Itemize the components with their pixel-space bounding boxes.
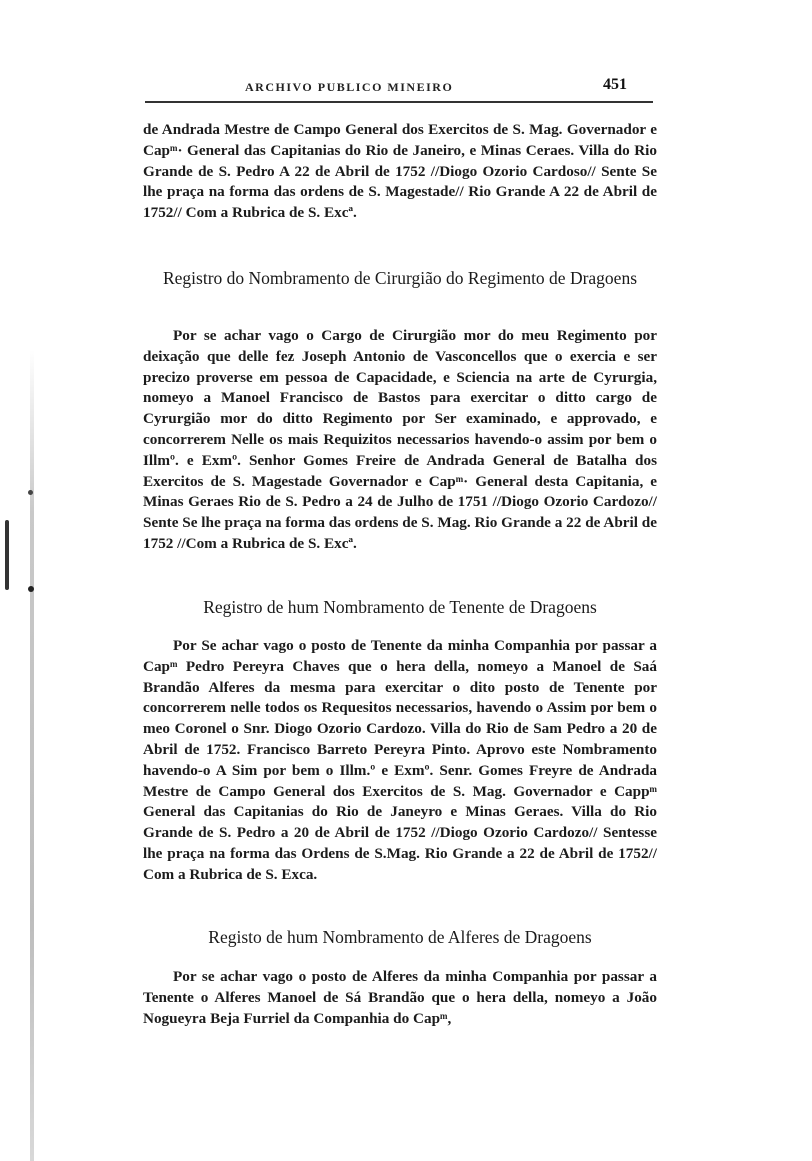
section-heading-tenente: Registro de hum Nombramento de Tenente de Dragoens [203,597,597,617]
header-rule [145,101,653,103]
margin-dot [28,490,33,495]
running-header-title: ARCHIVO PUBLICO MINEIRO [245,80,454,94]
page-number: 451 [603,76,627,93]
continued-paragraph: de Andrada Mestre de Campo General dos Exercitos de S. Mag. Governador e Capᵐ· General das Capitanias do Rio de Janeiro, e Minas Ceraes. Villa do Rio Grande de S. Pedro A 22 de Abril de 1752 //Diogo Ozorio Cardoso// Sente Se lhe praça na forma das ordens de S. Magestade// Rio Grande A 22 de Abril de 1752// Com a Rubrica de S. Excª. [143,121,657,222]
paragraph-alferes: Por se achar vago o posto de Alferes da minha Companhia por passar a Tenente o Alferes Manoel de Sá Brandão que o hera della, nomeyo a João Nogueyra Beja Furriel da Companhia do Capᵐ, [143,968,657,1027]
paragraph-cirurgiao: Por se achar vago o Cargo de Cirurgião mor do meu Regimento por deixação que delle fez Joseph Antonio de Vasconcellos que o exercia e ser precizo proverse em pessoa de Capacidade, e Sciencia na arte de Cyrurgia, nomeyo a Manoel Francisco de Bastos para exercitar o ditto cargo de Cyrurgião mor do ditto Regimento por Ser examinado, e approvado, e concorrerem Nelle os mais Requizitos necessarios havendo-o assim por bem o Illmº. e Exmº. Senhor Gomes Freire de Andrada General de Batalha dos Exercitos de S. Magestade Governador e Capᵐ· General desta Capitania, e Minas Geraes Rio de S. Pedro a 24 de Julho de 1751 //Diogo Ozorio Cardozo// Sente Se lhe praça na forma das ordens de S. Mag. Rio Grande a 22 de Abril de 1752 //Com a Rubrica de S. Excª. [143,327,657,552]
page-binding-edge [30,350,34,1161]
paragraph-tenente: Por Se achar vago o posto de Tenente da minha Companhia por passar a Capᵐ Pedro Pereyra Chaves que o hera della, nomeyo a Manoel de Saá Brandão Alferes da mesma para exercitar o dito posto de Tenente por concorrerem nelle todos os Requesitos necessarios, havendo o Assim por bem o meo Coronel o Snr. Diogo Ozorio Cardozo. Villa do Rio de Sam Pedro a 20 de Abril de 1752. Francisco Barreto Pereyra Pinto. Aprovo este Nombramento havendo-o A Sim por bem o Illm.º e Exmº. Senr. Gomes Freyre de Andrada Mestre de Campo General dos Exercitos de S. Mag. Governador e Cappᵐ General das Capitanias do Rio de Janeyro e Minas Geraes. Villa do Rio Grande de S. Pedro a 20 de Abril de 1752 //Diogo Ozorio Cardozo// Sentesse lhe praça na forma das Ordens de S.Mag. Rio Grande a 22 de Abril de 1752// Com a Rubrica de S. Exca. [143,637,657,883]
margin-mark [5,520,9,590]
section-heading-alferes: Registo de hum Nombramento de Alferes de Dragoens [208,927,592,947]
margin-dot [28,586,34,592]
section-heading-cirurgiao: Registro do Nombramento de Cirurgião do Regimento de Dragoens [162,268,638,288]
running-header [145,76,655,100]
